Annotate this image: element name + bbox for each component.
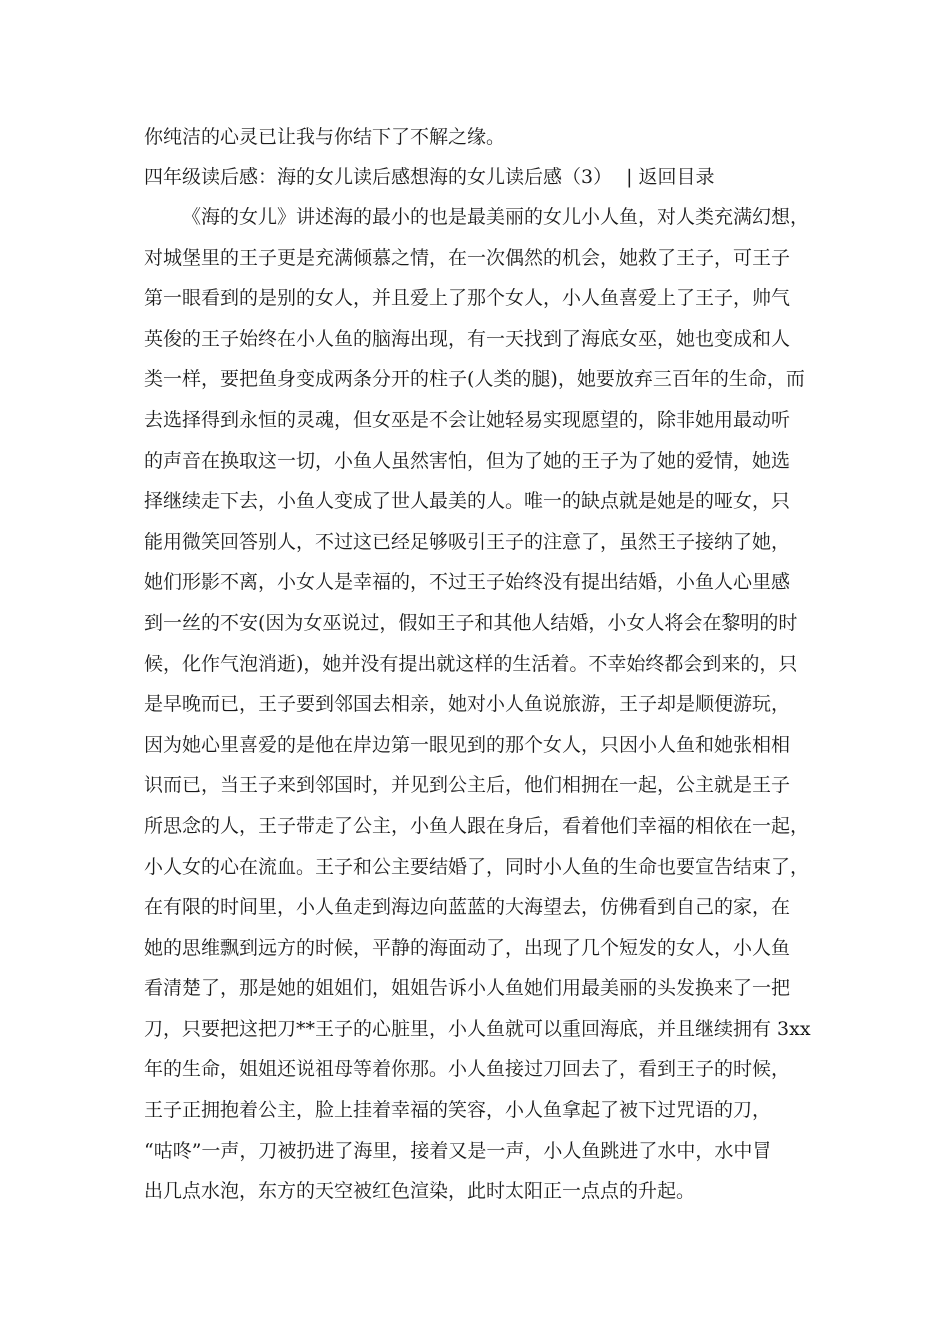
paragraph-line: 候，化作气泡消逝)，她并没有提出就这样的生活着。不幸始终都会到来的，只	[144, 652, 798, 675]
paragraph-line: 《海的女儿》讲述海的最小的也是最美丽的女儿小人鱼，对人类充满幻想，	[182, 206, 810, 228]
paragraph-line: 识而已，当王子来到邻国时，并见到公主后，他们相拥在一起，公主就是王子	[144, 774, 791, 797]
previous-closing-line: 你纯洁的心灵已让我与你结下了不解之缘。	[144, 126, 506, 148]
paragraph-line: 第一眼看到的是别的女人，并且爱上了那个女人，小人鱼喜爱上了王子，帅气	[144, 287, 791, 310]
article-body	[144, 205, 809, 1220]
paragraph-line: 出几点水泡，东方的天空被红色渲染，此时太阳正一点点的升起。	[144, 1180, 696, 1203]
paragraph-line: 她们形影不离，小女人是幸福的，不过王子始终没有提出结婚，小鱼人心里感	[144, 571, 791, 594]
paragraph-line: 小人女的心在流血。王子和公主要结婚了，同时小人鱼的生命也要宣告结束了，	[144, 855, 810, 878]
paragraph-line: 王子正拥抱着公主，脸上挂着幸福的笑容，小人鱼拿起了被下过咒语的刀，	[144, 1099, 772, 1122]
paragraph-line: 是早晚而已，王子要到邻国去相亲，她对小人鱼说旅游，王子却是顺便游玩，	[144, 693, 791, 716]
paragraph-line: 刀，只要把这把刀**王子的心脏里，小人鱼就可以重回海底，并且继续拥有 3xx	[144, 1017, 811, 1040]
paragraph-line: 她的思维飘到远方的时候，平静的海面动了，出现了几个短发的女人，小人鱼	[144, 936, 791, 959]
paragraph-line: 在有限的时间里，小人鱼走到海边向蓝蓝的大海望去，仿佛看到自己的家，在	[144, 896, 791, 919]
section-heading: 四年级读后感：海的女儿读后感想海的女儿读后感（3）	[144, 166, 613, 188]
return-to-contents-link[interactable]: | 返回目录	[626, 166, 715, 188]
paragraph-line: 能用微笑回答别人，不过这已经足够吸引王子的注意了，虽然王子接纳了她，	[144, 530, 791, 553]
paragraph-line: 英俊的王子始终在小人鱼的脑海出现，有一天找到了海底女巫，她也变成和人	[144, 327, 791, 350]
paragraph-line: “咕咚”一声，刀被扔进了海里，接着又是一声，小人鱼跳进了水中，水中冒	[144, 1139, 772, 1162]
paragraph-line: 对城堡里的王子更是充满倾慕之情，在一次偶然的机会，她救了王子，可王子	[144, 246, 791, 269]
paragraph-line: 的声音在换取这一切，小鱼人虽然害怕，但为了她的王子为了她的爱情，她选	[144, 449, 791, 472]
paragraph-line: 所思念的人，王子带走了公主，小鱼人跟在身后，看着他们幸福的相依在一起，	[144, 814, 810, 837]
paragraph-line: 看清楚了，那是她的姐姐们，姐姐告诉小人鱼她们用最美丽的头发换来了一把	[144, 977, 791, 1000]
paragraph-line: 年的生命，姐姐还说祖母等着你那。小人鱼接过刀回去了，看到王子的时候，	[144, 1058, 791, 1081]
paragraph-line: 类一样，要把鱼身变成两条分开的柱子(人类的腿)，她要放弃三百年的生命，而	[144, 368, 805, 391]
paragraph-line: 到一丝的不安(因为女巫说过，假如王子和其他人结婚，小女人将会在黎明的时	[144, 611, 798, 634]
paragraph-line: 因为她心里喜爱的是他在岸边第一眼见到的那个女人，只因小人鱼和她张相相	[144, 733, 791, 756]
section-heading-row	[144, 165, 715, 189]
paragraph-line: 择继续走下去，小鱼人变成了世人最美的人。唯一的缺点就是她是的哑女，只	[144, 490, 791, 513]
paragraph-line: 去选择得到永恒的灵魂，但女巫是不会让她轻易实现愿望的，除非她用最动听	[144, 408, 791, 431]
